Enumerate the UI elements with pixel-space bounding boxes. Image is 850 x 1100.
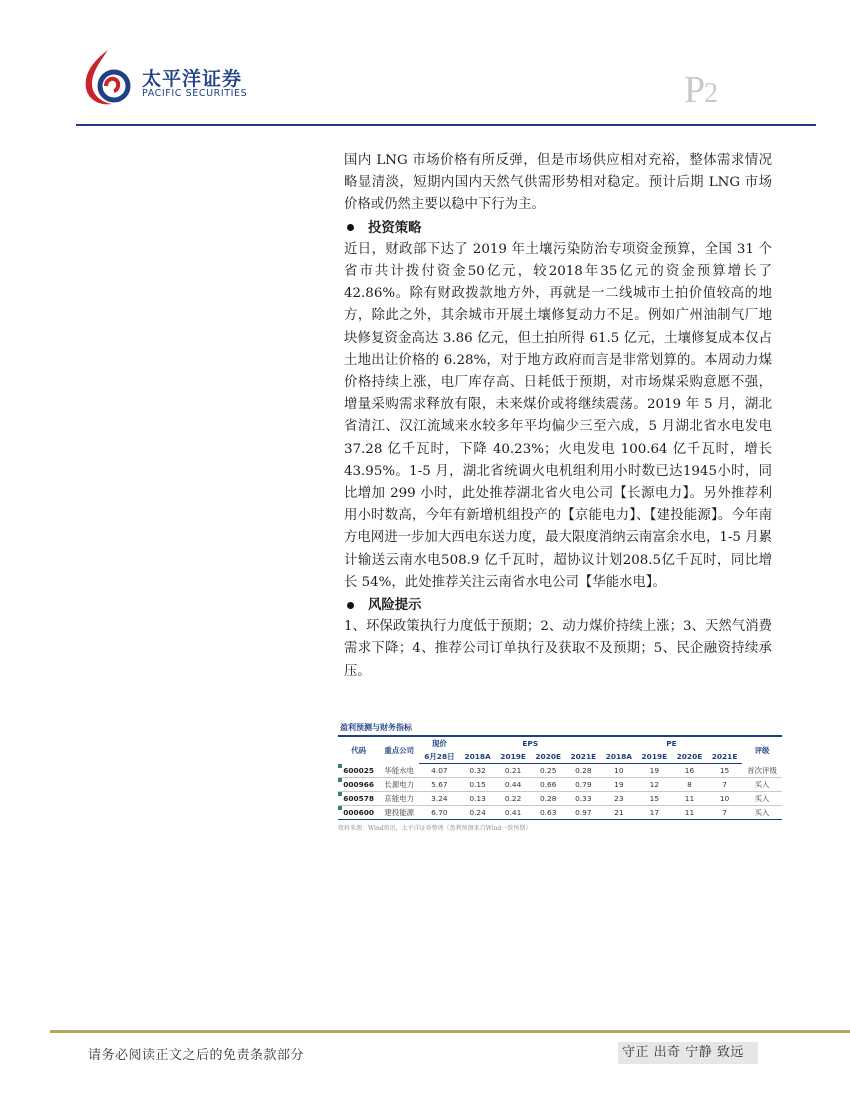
section-heading-risk xyxy=(344,594,772,616)
eps-cell: 0.79 xyxy=(575,780,592,789)
row-flag-icon xyxy=(338,778,342,782)
eps-cell: 0.33 xyxy=(575,794,592,803)
eps-cell: 0.21 xyxy=(504,766,522,775)
company-cell: 京能电力 xyxy=(384,794,414,803)
eps-cell: 0.24 xyxy=(469,808,486,817)
col-header-year: 2020E xyxy=(531,750,566,764)
price-cell: 5.67 xyxy=(431,780,448,789)
forecast-table xyxy=(338,735,782,820)
strategy-paragraph: 近日，财政部下达了 2019 年土壤污染防治专项资金预算，全国 31 个省市共计拨付资金50亿元，较2018年35亿元的资金预算增长了42.86%。除有财政拨款地方外，再就是一二线城市土拍价值较高的地方，除此之外，其余城市开展土壤修复动力不足。例如广州油制气厂地块修复资金高达 3.86 亿元，但土拍所得 61.5 亿元，土壤修复成本仅占土地出让价格的 6.28%，对于地方政府而言是非常划算的。本周动力煤价格持续上涨，电厂库存高、日耗低于预期，对市场煤采购意愿不强，增量采购需求释放有限，未来煤价或将继续震荡。2019 年 5 月，湖北省清江、汉江流域来水较多年平均偏少三至六成，5 月湖北省水电发电 37.28 亿千瓦时，下降 40.23%；火电发电 100.64 亿千瓦时，增长 43.95%。1-5 月，湖北省统调火电机组利用小时数已达1945小时，同比增加 299 小时，此处推荐湖北省火电公司【长源电力】。另外推荐利用小时数高，今年有新增机组投产的【京能电力】、【建投能源】。今年南方电网进一步加大西电东送力度，最大限度消纳云南富余水电，1-5 月累计输送云南水电508.9 亿千瓦时，超协议计划208.5亿千瓦时，同比增长 54%，此处推荐关注云南省水电公司【华能水电】。 xyxy=(344,241,772,590)
page-letter: P xyxy=(684,69,705,111)
pe-cell: 16 xyxy=(684,766,695,775)
eps-cell: 0.28 xyxy=(539,794,557,803)
pe-cell: 11 xyxy=(684,808,695,817)
table-row xyxy=(338,764,782,778)
pe-cell: 19 xyxy=(649,766,660,775)
pe-cell: 23 xyxy=(614,794,624,803)
pe-cell: 7 xyxy=(722,780,727,789)
company-cell: 长源电力 xyxy=(384,780,414,789)
stock-code-cell xyxy=(338,778,379,792)
page-number xyxy=(684,68,717,112)
rating-cell: 首次评级 xyxy=(747,765,777,775)
col-header-code: 代码 xyxy=(338,736,379,764)
pe-cell: 21 xyxy=(614,808,624,817)
stock-code: 600578 xyxy=(343,794,375,803)
brand-name-cn: 太平洋证券 xyxy=(142,68,243,90)
table-row xyxy=(338,806,782,820)
brand-name-en: PACIFIC SECURITIES xyxy=(142,88,248,99)
eps-cell: 0.25 xyxy=(539,766,557,775)
eps-cell: 0.13 xyxy=(469,794,486,803)
risk-heading-label: 风险提示 xyxy=(368,597,422,614)
rating-cell: 买入 xyxy=(754,808,770,817)
table-title: 盈利预测与财务指标 xyxy=(340,722,412,732)
report-body xyxy=(344,150,772,683)
eps-cell: 0.63 xyxy=(539,808,557,817)
row-flag-icon xyxy=(338,806,342,810)
price-cell: 4.07 xyxy=(431,766,448,775)
stock-code-cell xyxy=(338,764,379,778)
footer-motto: 守正 出奇 宁静 致远 xyxy=(618,1042,758,1064)
col-header-price-date: 6月28日 xyxy=(419,750,460,764)
col-header-year: 2018A xyxy=(460,750,496,764)
col-header-rating: 评级 xyxy=(742,736,782,764)
eps-cell: 0.28 xyxy=(575,766,592,775)
col-header-price: 现价 xyxy=(419,736,460,750)
company-cell: 华能水电 xyxy=(384,765,414,775)
stock-code-cell xyxy=(338,792,379,806)
section-heading-strategy xyxy=(344,217,772,239)
pe-cell: 17 xyxy=(649,808,660,817)
company-cell: 建投能源 xyxy=(384,808,414,817)
pacific-securities-logo xyxy=(78,46,138,110)
table-row xyxy=(338,792,782,806)
footer-disclaimer: 请务必阅读正文之后的免责条款部分 xyxy=(88,1048,305,1063)
col-header-pe: PE xyxy=(601,736,742,750)
eps-cell: 0.97 xyxy=(575,808,592,817)
pe-cell: 10 xyxy=(614,766,624,775)
bullet-icon xyxy=(347,224,354,231)
rating-cell: 买入 xyxy=(754,794,770,803)
lng-paragraph: 国内 LNG 市场价格有所反弹，但是市场供应相对充裕，整体需求情况略显清淡，短期内国内天然气供需形势相对稳定。预计后期 LNG 市场价格或仍然主要以稳中下行为主。 xyxy=(344,153,772,213)
eps-cell: 0.66 xyxy=(539,780,557,789)
row-flag-icon xyxy=(338,792,342,796)
col-header-year: 2018A xyxy=(601,750,637,764)
bullet-icon xyxy=(347,602,354,609)
pe-cell: 19 xyxy=(614,780,624,789)
price-cell: 3.24 xyxy=(431,794,448,803)
col-header-year: 2019E xyxy=(496,750,531,764)
forecast-table-block xyxy=(338,722,782,832)
col-header-eps: EPS xyxy=(460,736,601,750)
eps-cell: 0.44 xyxy=(504,780,522,789)
footer-divider xyxy=(50,1030,850,1033)
pe-cell: 8 xyxy=(687,780,692,789)
row-flag-icon xyxy=(338,764,342,768)
price-cell: 6.70 xyxy=(431,808,448,817)
pe-cell: 11 xyxy=(684,794,695,803)
header-divider xyxy=(76,124,816,126)
col-header-company: 重点公司 xyxy=(379,736,419,764)
stock-code: 600025 xyxy=(343,765,375,775)
pe-cell: 10 xyxy=(719,794,730,803)
pe-cell: 15 xyxy=(649,794,660,803)
eps-cell: 0.22 xyxy=(504,794,522,803)
pe-cell: 15 xyxy=(719,766,730,775)
stock-code: 000600 xyxy=(343,808,375,817)
col-header-year: 2020E xyxy=(672,750,707,764)
stock-code: 000966 xyxy=(343,780,375,789)
pe-cell: 12 xyxy=(649,780,660,789)
rating-cell: 买入 xyxy=(754,780,770,789)
eps-cell: 0.15 xyxy=(469,780,486,789)
risk-paragraph: 1、环保政策执行力度低于预期；2、动力煤价持续上涨；3、天然气消费需求下降；4、推荐公司订单执行及获取不及预期；5、民企融资持续承压。 xyxy=(344,619,772,679)
table-row xyxy=(338,778,782,792)
col-header-year: 2019E xyxy=(637,750,672,764)
table-source-note: 资料来源：Wind资讯，太平洋证券整理（盈利预测来自Wind一致预期） xyxy=(338,825,532,832)
eps-cell: 0.32 xyxy=(469,766,486,775)
eps-cell: 0.41 xyxy=(504,808,522,817)
col-header-year: 2021E xyxy=(566,750,601,764)
page-digit: 2 xyxy=(704,78,718,109)
col-header-year: 2021E xyxy=(707,750,742,764)
strategy-heading-label: 投资策略 xyxy=(368,219,422,236)
pe-cell: 7 xyxy=(722,808,727,817)
stock-code-cell xyxy=(338,806,379,820)
